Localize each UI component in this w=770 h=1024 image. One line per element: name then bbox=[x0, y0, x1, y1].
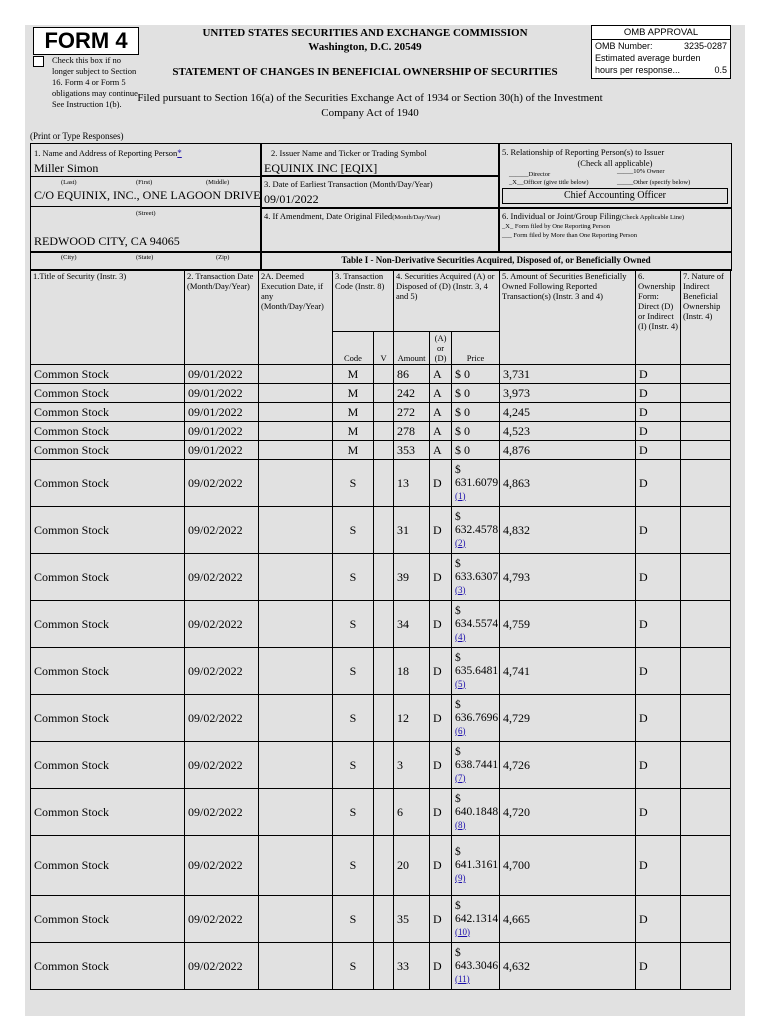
price-value: $ 632.4578 bbox=[455, 510, 499, 536]
earliest-transaction-box bbox=[260, 175, 500, 209]
first-label: (First) bbox=[136, 179, 153, 186]
table-row bbox=[31, 403, 731, 422]
cell-deemed bbox=[259, 695, 333, 742]
cell-price bbox=[452, 441, 500, 460]
sub-aord: (A) or (D) bbox=[430, 332, 452, 365]
cell-price bbox=[452, 554, 500, 601]
cell-ad: D bbox=[430, 836, 452, 896]
cell-owned: 4,720 bbox=[500, 789, 636, 836]
cell-nature bbox=[681, 896, 731, 943]
cell-v bbox=[374, 896, 394, 943]
price-footnote-link[interactable]: (7) bbox=[455, 772, 466, 783]
cell-ad: D bbox=[430, 648, 452, 695]
cell-form: D bbox=[636, 742, 681, 789]
cell-title: Common Stock bbox=[31, 441, 185, 460]
statement-title: STATEMENT OF CHANGES IN BENEFICIAL OWNERSHIP OF SECURITIES bbox=[172, 66, 558, 78]
cell-nature bbox=[681, 742, 731, 789]
filed-pursuant: Filed pursuant to Section 16(a) of the Securities Exchange Act of 1934 or Section 30(h) of the Investment Company Act of 1940 bbox=[137, 92, 603, 119]
cell-date: 09/02/2022 bbox=[185, 836, 259, 896]
price-footnote-link[interactable]: (9) bbox=[455, 873, 466, 883]
cell-nature bbox=[681, 507, 731, 554]
cell-form: D bbox=[636, 460, 681, 507]
cell-date: 09/02/2022 bbox=[185, 648, 259, 695]
price-value: $ 0 bbox=[455, 385, 471, 400]
cell-code: S bbox=[333, 554, 374, 601]
price-footnote-link[interactable]: (5) bbox=[455, 678, 466, 689]
cell-nature bbox=[681, 460, 731, 507]
cell-ad: A bbox=[430, 422, 452, 441]
cell-nature bbox=[681, 836, 731, 896]
col-owned-header: 5. Amount of Securities Beneficially Owned Following Reported Transaction(s) (Instr. 3 and 4) bbox=[500, 270, 636, 365]
cell-deemed bbox=[259, 836, 333, 896]
joint-filing-sub: (Check Applicable Line) bbox=[619, 214, 685, 221]
table-row bbox=[31, 460, 731, 507]
table-row bbox=[31, 742, 731, 789]
table-row bbox=[31, 554, 731, 601]
table1 bbox=[30, 269, 731, 990]
cell-v bbox=[374, 460, 394, 507]
cell-ad: A bbox=[430, 384, 452, 403]
cell-amount: 20 bbox=[394, 836, 430, 896]
cell-code: S bbox=[333, 601, 374, 648]
price-value: $ 0 bbox=[455, 404, 471, 419]
issuer-value: EQUINIX INC [EQIX] bbox=[264, 161, 378, 175]
city-label: (City) bbox=[61, 254, 77, 261]
amendment-box bbox=[260, 207, 500, 253]
cell-form: D bbox=[636, 507, 681, 554]
cell-nature bbox=[681, 403, 731, 422]
no-longer-subject-checkbox[interactable] bbox=[33, 56, 44, 67]
cell-deemed bbox=[259, 384, 333, 403]
cell-deemed bbox=[259, 365, 333, 384]
cell-deemed bbox=[259, 441, 333, 460]
price-value: $ 643.3046 bbox=[455, 946, 499, 972]
cell-owned: 4,741 bbox=[500, 648, 636, 695]
price-value: $ 0 bbox=[455, 366, 471, 381]
agency-name: UNITED STATES SECURITIES AND EXCHANGE COMMISSION bbox=[202, 27, 528, 39]
cell-code: S bbox=[333, 695, 374, 742]
cell-ad: D bbox=[430, 554, 452, 601]
cell-ad: D bbox=[430, 507, 452, 554]
cell-form: D bbox=[636, 648, 681, 695]
cell-nature bbox=[681, 554, 731, 601]
cell-code: S bbox=[333, 507, 374, 554]
cell-ad: A bbox=[430, 441, 452, 460]
cell-owned: 4,245 bbox=[500, 403, 636, 422]
cell-amount: 39 bbox=[394, 554, 430, 601]
cell-title: Common Stock bbox=[31, 403, 185, 422]
col-deemed-header: 2A. Deemed Execution Date, if any (Month/Day/Year) bbox=[259, 270, 333, 365]
cell-price bbox=[452, 695, 500, 742]
cell-amount: 353 bbox=[394, 441, 430, 460]
table-row bbox=[31, 365, 731, 384]
price-value: $ 636.7696 bbox=[455, 698, 499, 724]
cell-code: S bbox=[333, 943, 374, 990]
cell-deemed bbox=[259, 648, 333, 695]
table-row bbox=[31, 695, 731, 742]
table-row bbox=[31, 896, 731, 943]
cell-price bbox=[452, 403, 500, 422]
col-date-header: 2. Transaction Date (Month/Day/Year) bbox=[185, 270, 259, 365]
col-code-header: 3. Transaction Code (Instr. 8) bbox=[333, 270, 394, 332]
cell-deemed bbox=[259, 422, 333, 441]
price-value: $ 641.3161 bbox=[455, 846, 499, 871]
omb-approval-box bbox=[591, 25, 731, 79]
cell-code: M bbox=[333, 384, 374, 403]
cell-code: S bbox=[333, 836, 374, 896]
table-row bbox=[31, 836, 731, 896]
cell-price bbox=[452, 896, 500, 943]
earliest-transaction-label: 3. Date of Earliest Transaction (Month/Day/Year) bbox=[264, 179, 433, 189]
cell-ad: D bbox=[430, 896, 452, 943]
cell-code: M bbox=[333, 422, 374, 441]
amendment-label: 4. If Amendment, Date Original Filed bbox=[264, 211, 393, 221]
reporting-person-name: Miller Simon bbox=[34, 161, 99, 175]
cell-nature bbox=[681, 601, 731, 648]
reporting-person-address: C/O EQUINIX, INC., ONE LAGOON DRIVE bbox=[34, 188, 261, 202]
sub-code: Code bbox=[333, 332, 374, 365]
omb-number-value: 3235-0287 bbox=[683, 41, 727, 51]
omb-burden-label-2: hours per response... bbox=[595, 65, 681, 75]
price-value: $ 634.5574 bbox=[455, 604, 499, 630]
cell-code: M bbox=[333, 403, 374, 422]
cell-owned: 3,973 bbox=[500, 384, 636, 403]
table-row bbox=[31, 384, 731, 403]
price-footnote-link[interactable]: (6) bbox=[455, 725, 466, 736]
officer-title: Chief Accounting Officer bbox=[502, 188, 728, 204]
cell-price bbox=[452, 836, 500, 896]
cell-ad: D bbox=[430, 601, 452, 648]
cell-v bbox=[374, 742, 394, 789]
cell-owned: 4,863 bbox=[500, 460, 636, 507]
cell-deemed bbox=[259, 742, 333, 789]
cell-title: Common Stock bbox=[31, 422, 185, 441]
cell-ad: D bbox=[430, 742, 452, 789]
cell-ad: D bbox=[430, 460, 452, 507]
cell-v bbox=[374, 365, 394, 384]
reporting-person-city: REDWOOD CITY, CA 94065 bbox=[34, 234, 180, 248]
cell-nature bbox=[681, 441, 731, 460]
print-note: (Print or Type Responses) bbox=[30, 131, 124, 141]
cell-amount: 86 bbox=[394, 365, 430, 384]
price-value: $ 631.6079 bbox=[455, 463, 499, 489]
relationship-label: 5. Relationship of Reporting Person(s) to Issuer bbox=[502, 147, 665, 157]
cell-title: Common Stock bbox=[31, 384, 185, 403]
cell-code: S bbox=[333, 460, 374, 507]
cell-nature bbox=[681, 365, 731, 384]
cell-title: Common Stock bbox=[31, 896, 185, 943]
price-footnote-link[interactable]: (4) bbox=[455, 631, 466, 642]
sub-amount: Amount bbox=[394, 332, 430, 365]
reporting-person-box bbox=[30, 143, 262, 253]
cell-title: Common Stock bbox=[31, 943, 185, 990]
cell-price bbox=[452, 507, 500, 554]
price-footnote-link[interactable]: (11) bbox=[455, 973, 470, 984]
cell-price bbox=[452, 460, 500, 507]
cell-deemed bbox=[259, 789, 333, 836]
table-row bbox=[31, 507, 731, 554]
reporting-person-label: 1. Name and Address of Reporting Person bbox=[34, 148, 178, 158]
cell-price bbox=[452, 601, 500, 648]
sub-price: Price bbox=[452, 332, 500, 365]
table1-body bbox=[31, 365, 731, 990]
cell-price bbox=[452, 422, 500, 441]
cell-deemed bbox=[259, 896, 333, 943]
cell-title: Common Stock bbox=[31, 601, 185, 648]
cell-v bbox=[374, 695, 394, 742]
cell-nature bbox=[681, 695, 731, 742]
cell-ad: A bbox=[430, 403, 452, 422]
price-footnote-link[interactable]: (8) bbox=[455, 819, 466, 830]
cell-amount: 12 bbox=[394, 695, 430, 742]
cell-deemed bbox=[259, 943, 333, 990]
cell-deemed bbox=[259, 460, 333, 507]
table1-title-box bbox=[260, 251, 732, 271]
middle-label: (Middle) bbox=[206, 179, 230, 186]
cell-amount: 272 bbox=[394, 403, 430, 422]
cell-amount: 35 bbox=[394, 896, 430, 943]
cell-form: D bbox=[636, 836, 681, 896]
agency-header bbox=[175, 26, 555, 54]
cell-form: D bbox=[636, 896, 681, 943]
cell-price bbox=[452, 365, 500, 384]
cell-v bbox=[374, 648, 394, 695]
col-title-header: 1.Title of Security (Instr. 3) bbox=[31, 270, 185, 365]
cell-v bbox=[374, 554, 394, 601]
price-value: $ 0 bbox=[455, 423, 471, 438]
director-option: Director bbox=[528, 171, 551, 178]
cell-ad: D bbox=[430, 695, 452, 742]
cell-owned: 4,726 bbox=[500, 742, 636, 789]
cell-date: 09/02/2022 bbox=[185, 789, 259, 836]
multi-person-option: Form filed by More than One Reporting Person bbox=[513, 232, 638, 239]
zip-label: (Zip) bbox=[216, 254, 230, 261]
price-footnote-link[interactable]: (3) bbox=[455, 584, 466, 595]
price-value: $ 633.6307 bbox=[455, 557, 499, 583]
cell-code: S bbox=[333, 648, 374, 695]
cell-deemed bbox=[259, 554, 333, 601]
cell-v bbox=[374, 422, 394, 441]
cell-date: 09/02/2022 bbox=[185, 896, 259, 943]
cell-form: D bbox=[636, 695, 681, 742]
cell-nature bbox=[681, 943, 731, 990]
table-row bbox=[31, 601, 731, 648]
cell-form: D bbox=[636, 422, 681, 441]
cell-form: D bbox=[636, 789, 681, 836]
price-value: $ 640.1848 bbox=[455, 792, 499, 818]
agency-location: Washington, D.C. 20549 bbox=[308, 41, 422, 53]
form-label: FORM 4 bbox=[33, 27, 139, 55]
cell-date: 09/02/2022 bbox=[185, 507, 259, 554]
table-row bbox=[31, 422, 731, 441]
cell-owned: 4,523 bbox=[500, 422, 636, 441]
reporting-person-footnote-link[interactable]: * bbox=[177, 148, 182, 158]
cell-code: S bbox=[333, 896, 374, 943]
cell-v bbox=[374, 384, 394, 403]
cell-code: S bbox=[333, 789, 374, 836]
cell-title: Common Stock bbox=[31, 554, 185, 601]
cell-form: D bbox=[636, 943, 681, 990]
cell-date: 09/02/2022 bbox=[185, 943, 259, 990]
cell-date: 09/01/2022 bbox=[185, 403, 259, 422]
cell-owned: 4,793 bbox=[500, 554, 636, 601]
omb-title: OMB APPROVAL bbox=[592, 26, 730, 40]
city-state-zip-row bbox=[30, 251, 262, 271]
cell-deemed bbox=[259, 507, 333, 554]
cell-deemed bbox=[259, 403, 333, 422]
checkbox-text: Check this box if no longer subject to Section 16. Form 4 or Form 5 obligations may continue. See Instruction 1(b). bbox=[52, 55, 141, 109]
cell-date: 09/02/2022 bbox=[185, 695, 259, 742]
cell-title: Common Stock bbox=[31, 507, 185, 554]
ten-pct-option: 10% Owner bbox=[633, 168, 665, 175]
col-form-header: 6. Ownership Form: Direct (D) or Indirect (I) (Instr. 4) bbox=[636, 270, 681, 365]
issuer-box bbox=[260, 143, 500, 177]
cell-nature bbox=[681, 422, 731, 441]
price-footnote-link[interactable]: (10) bbox=[455, 926, 471, 937]
cell-owned: 4,832 bbox=[500, 507, 636, 554]
state-label: (State) bbox=[136, 254, 154, 261]
cell-date: 09/01/2022 bbox=[185, 384, 259, 403]
one-person-option: Form filed by One Reporting Person bbox=[514, 223, 610, 230]
relationship-sub: (Check all applicable) bbox=[577, 158, 653, 168]
omb-number-label: OMB Number: bbox=[595, 41, 653, 51]
cell-date: 09/01/2022 bbox=[185, 422, 259, 441]
cell-code: S bbox=[333, 742, 374, 789]
officer-option: Officer (give title below) bbox=[523, 179, 589, 186]
cell-v bbox=[374, 836, 394, 896]
cell-form: D bbox=[636, 403, 681, 422]
cell-title: Common Stock bbox=[31, 742, 185, 789]
cell-ad: D bbox=[430, 943, 452, 990]
cell-price bbox=[452, 648, 500, 695]
cell-price bbox=[452, 384, 500, 403]
cell-nature bbox=[681, 789, 731, 836]
cell-title: Common Stock bbox=[31, 460, 185, 507]
table-row bbox=[31, 943, 731, 990]
cell-v bbox=[374, 943, 394, 990]
cell-code: M bbox=[333, 365, 374, 384]
cell-owned: 4,759 bbox=[500, 601, 636, 648]
cell-title: Common Stock bbox=[31, 836, 185, 896]
cell-v bbox=[374, 601, 394, 648]
cell-amount: 3 bbox=[394, 742, 430, 789]
sub-v: V bbox=[374, 332, 394, 365]
cell-v bbox=[374, 507, 394, 554]
other-option: Other (specify below) bbox=[633, 179, 691, 186]
form-page bbox=[25, 25, 745, 1016]
cell-ad: A bbox=[430, 365, 452, 384]
cell-form: D bbox=[636, 601, 681, 648]
cell-amount: 31 bbox=[394, 507, 430, 554]
cell-owned: 4,700 bbox=[500, 836, 636, 896]
omb-burden-label: Estimated average burden bbox=[595, 53, 701, 63]
price-value: $ 635.6481 bbox=[455, 651, 499, 677]
col-acquired-header: 4. Securities Acquired (A) or Disposed of (D) (Instr. 3, 4 and 5) bbox=[394, 270, 500, 332]
cell-form: D bbox=[636, 384, 681, 403]
cell-owned: 3,731 bbox=[500, 365, 636, 384]
joint-filing-box: 6. Individual or Joint/Group Filing(Check Applicable Line) _X_ Form filed by One Reporting Person ___ Form filed by More than One Reporting Person bbox=[498, 207, 732, 253]
cell-v bbox=[374, 441, 394, 460]
cell-amount: 18 bbox=[394, 648, 430, 695]
cell-code: M bbox=[333, 441, 374, 460]
col-nature-header: 7. Nature of Indirect Beneficial Ownership (Instr. 4) bbox=[681, 270, 731, 365]
cell-deemed bbox=[259, 601, 333, 648]
cell-date: 09/02/2022 bbox=[185, 554, 259, 601]
cell-owned: 4,876 bbox=[500, 441, 636, 460]
last-label: (Last) bbox=[61, 179, 77, 186]
issuer-label: 2. Issuer Name and Ticker or Trading Symbol bbox=[271, 148, 427, 158]
officer-mark[interactable]: X bbox=[512, 179, 517, 186]
cell-ad: D bbox=[430, 789, 452, 836]
cell-title: Common Stock bbox=[31, 789, 185, 836]
cell-form: D bbox=[636, 365, 681, 384]
cell-title: Common Stock bbox=[31, 365, 185, 384]
joint-filing-label: 6. Individual or Joint/Group Filing bbox=[502, 211, 620, 221]
cell-v bbox=[374, 403, 394, 422]
cell-title: Common Stock bbox=[31, 648, 185, 695]
one-person-mark[interactable]: X bbox=[505, 223, 510, 230]
cell-date: 09/01/2022 bbox=[185, 441, 259, 460]
cell-owned: 4,729 bbox=[500, 695, 636, 742]
price-footnote-link[interactable]: (2) bbox=[455, 537, 466, 548]
cell-price bbox=[452, 943, 500, 990]
cell-owned: 4,632 bbox=[500, 943, 636, 990]
earliest-transaction-value: 09/01/2022 bbox=[264, 192, 319, 206]
cell-amount: 278 bbox=[394, 422, 430, 441]
cell-price bbox=[452, 789, 500, 836]
table-row bbox=[31, 441, 731, 460]
cell-amount: 34 bbox=[394, 601, 430, 648]
cell-title: Common Stock bbox=[31, 695, 185, 742]
cell-amount: 6 bbox=[394, 789, 430, 836]
cell-date: 09/02/2022 bbox=[185, 742, 259, 789]
cell-date: 09/02/2022 bbox=[185, 460, 259, 507]
amendment-sub: (Month/Day/Year) bbox=[392, 214, 441, 221]
cell-form: D bbox=[636, 441, 681, 460]
cell-owned: 4,665 bbox=[500, 896, 636, 943]
cell-date: 09/02/2022 bbox=[185, 601, 259, 648]
price-value: $ 638.7441 bbox=[455, 745, 499, 771]
price-value: $ 0 bbox=[455, 442, 471, 457]
cell-date: 09/01/2022 bbox=[185, 365, 259, 384]
street-label: (Street) bbox=[136, 210, 156, 217]
price-value: $ 642.1314 bbox=[455, 899, 499, 925]
cell-amount: 13 bbox=[394, 460, 430, 507]
relationship-box: 5. Relationship of Reporting Person(s) to Issuer (Check all applicable) ______Director _____10% Owner _X__Officer (give title below) _____Other (specify below) Chief Accounting Officer bbox=[498, 143, 732, 209]
cell-price bbox=[452, 742, 500, 789]
table1-title: Table I - Non-Derivative Securities Acquired, Disposed of, or Beneficially Owned bbox=[341, 255, 651, 265]
cell-amount: 33 bbox=[394, 943, 430, 990]
table-row bbox=[31, 789, 731, 836]
omb-burden-value: 0.5 bbox=[714, 65, 727, 75]
cell-v bbox=[374, 789, 394, 836]
cell-amount: 242 bbox=[394, 384, 430, 403]
price-footnote-link[interactable]: (1) bbox=[455, 490, 466, 501]
cell-nature bbox=[681, 648, 731, 695]
cell-nature bbox=[681, 384, 731, 403]
cell-form: D bbox=[636, 554, 681, 601]
table-row bbox=[31, 648, 731, 695]
